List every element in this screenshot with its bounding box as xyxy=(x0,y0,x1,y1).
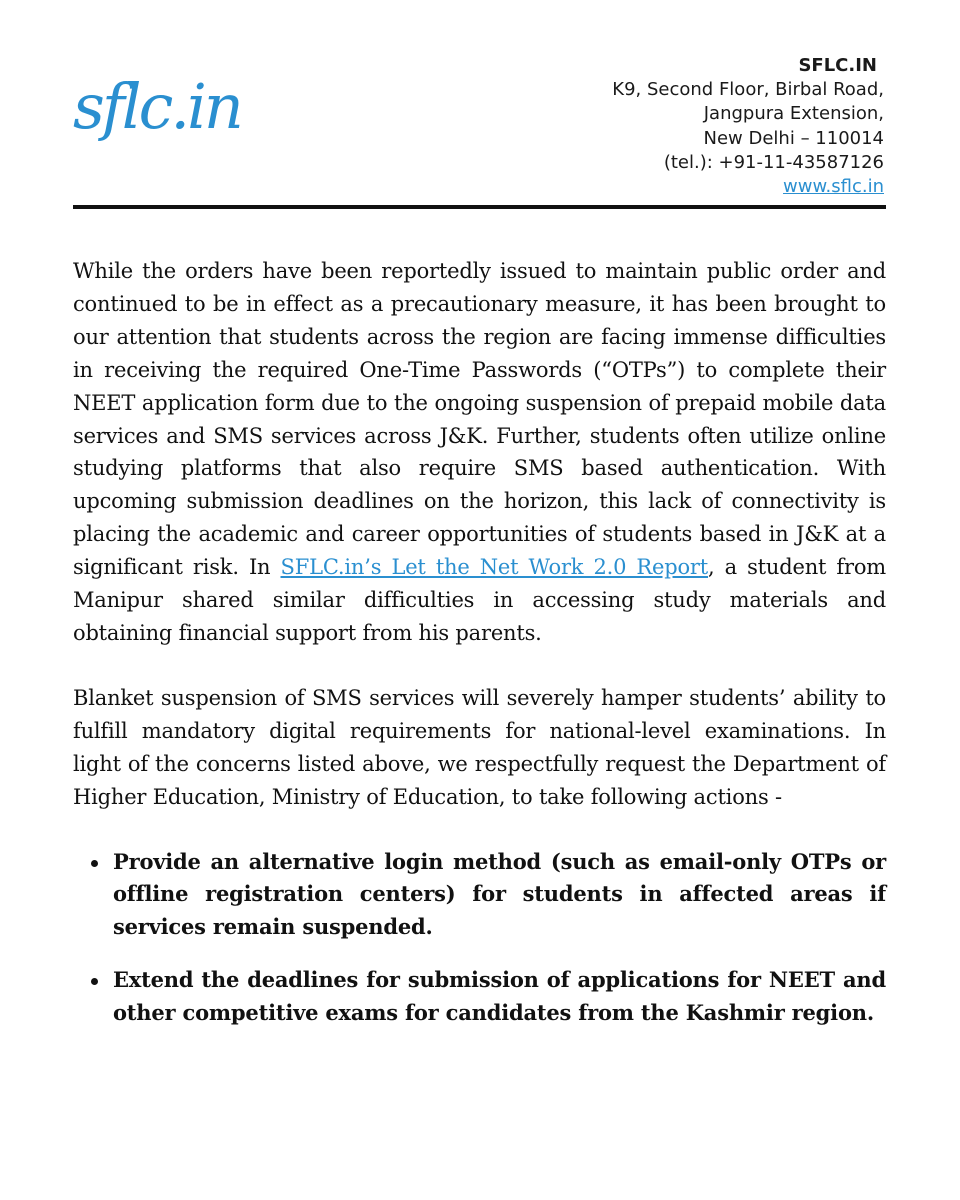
paragraph-request: Blanket suspension of SMS services will severely hamper students’ ability to fulfill mandatory digital requirements for national-level examinations. In light of the concerns listed above, we respectfully request the Department of Higher Education, Ministry of Education, to take following actions - xyxy=(73,685,886,809)
org-address xyxy=(612,54,884,199)
address-line-3: New Delhi – 110014 xyxy=(703,127,884,149)
requested-actions-list xyxy=(73,846,886,1031)
header-divider xyxy=(73,205,886,209)
letterhead xyxy=(73,0,886,210)
logo-wordmark: sflc.in xyxy=(73,70,241,143)
sflc-logo xyxy=(73,58,273,168)
org-name: SFLC.IN xyxy=(798,55,877,76)
action-item-extend-deadlines: Extend the deadlines for submission of applications for NEET and other competitive exams for candidates from the Kashmir region. xyxy=(113,964,886,1030)
action-item-alternative-login: Provide an alternative login method (such as email-only OTPs or offline registration centers) for students in affected areas if services remain suspended. xyxy=(113,846,886,945)
letter-page xyxy=(73,0,886,1200)
address-line-2: Jangpura Extension, xyxy=(703,103,884,125)
sflc-logo-graphic xyxy=(73,58,273,168)
paragraph-1-continuation: , a student from Manipur shared similar difficulties in accessing study materials and obtaining financial support from his parents. xyxy=(73,555,886,645)
paragraph-otp-difficulties xyxy=(73,255,886,650)
address-line-1: K9, Second Floor, Birbal Road, xyxy=(612,79,884,101)
report-link[interactable]: SFLC.in’s Let the Net Work 2.0 Report xyxy=(280,555,709,580)
paragraph-1-text: While the orders have been reportedly issued to maintain public order and continued to be in effect as a precautionary measure, it has been brought to our attention that students across the region are facing immense difficulties in receiving the required One-Time Passwords (“OTPs”) to complete their NEET application form due to the ongoing suspension of prepaid mobile data services and SMS services across J&K. Further, students often utilize online studying platforms that also require SMS based authentication. With upcoming submission deadlines on the horizon, this lack of connectivity is placing the academic and career opportunities of students based in J&K at a significant risk. In xyxy=(73,259,886,580)
website-link[interactable]: www.sflc.in xyxy=(783,176,884,198)
letter-body xyxy=(73,255,886,1050)
phone-number: (tel.): +91-11-43587126 xyxy=(663,151,884,173)
